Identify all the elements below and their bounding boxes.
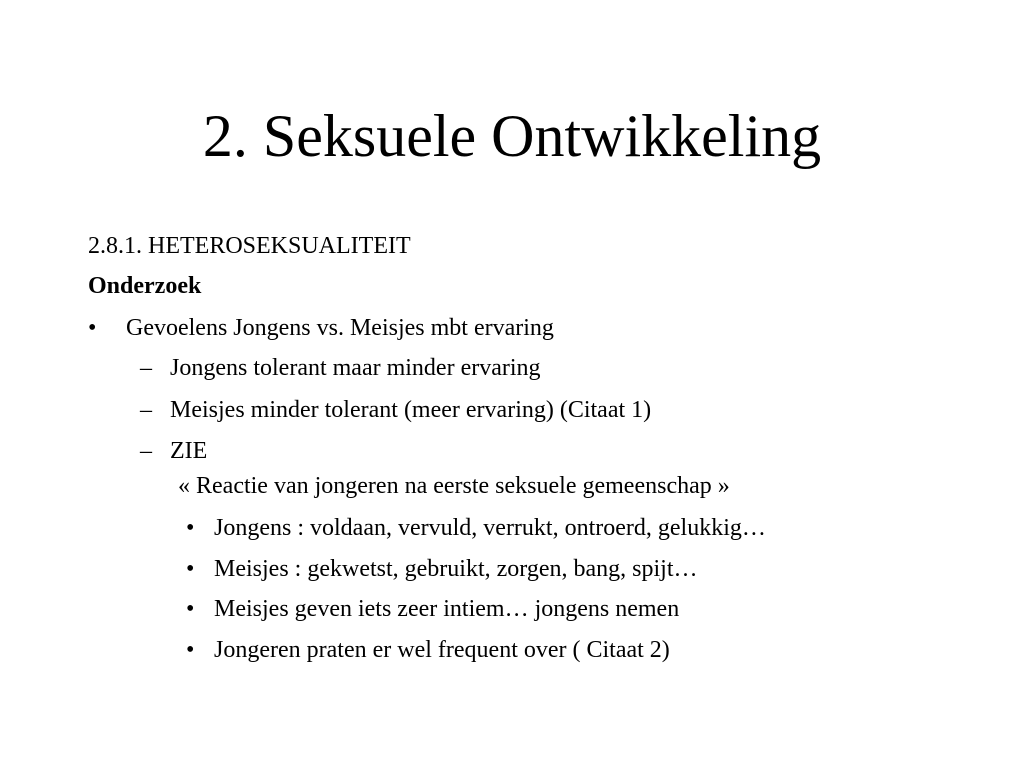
bullet-text: Meisjes : gekwetst, gebruikt, zorgen, bang, spijt… bbox=[214, 556, 698, 582]
bullet-text: Gevoelens Jongens vs. Meisjes mbt ervaring bbox=[126, 315, 554, 341]
section-heading: 2.8.1. HETEROSEKSUALITEIT bbox=[88, 233, 411, 259]
quote-line: « Reactie van jongeren na eerste seksuele gemeenschap » bbox=[178, 473, 730, 499]
bullet-text: Jongens : voldaan, vervuld, verrukt, ontroerd, gelukkig… bbox=[214, 515, 766, 541]
bullet-marker: • bbox=[186, 637, 195, 663]
dash-marker: – bbox=[140, 438, 152, 464]
dash-text: Meisjes minder tolerant (meer ervaring) (Citaat 1) bbox=[170, 397, 652, 423]
subheading: Onderzoek bbox=[88, 273, 202, 299]
dash-text: Jongens tolerant maar minder ervaring bbox=[170, 355, 541, 381]
dash-text: ZIE bbox=[170, 438, 208, 464]
bullet-marker: • bbox=[186, 596, 195, 622]
slide-title: 2. Seksuele Ontwikkeling bbox=[202, 103, 822, 169]
bullet-text: Jongeren praten er wel frequent over ( Citaat 2) bbox=[214, 637, 670, 663]
bullet-marker: • bbox=[186, 556, 195, 582]
bullet-text: Meisjes geven iets zeer intiem… jongens nemen bbox=[214, 596, 680, 622]
bullet-marker: • bbox=[186, 515, 195, 541]
bullet-marker: • bbox=[88, 315, 97, 341]
dash-marker: – bbox=[140, 355, 152, 381]
dash-marker: – bbox=[140, 397, 152, 423]
